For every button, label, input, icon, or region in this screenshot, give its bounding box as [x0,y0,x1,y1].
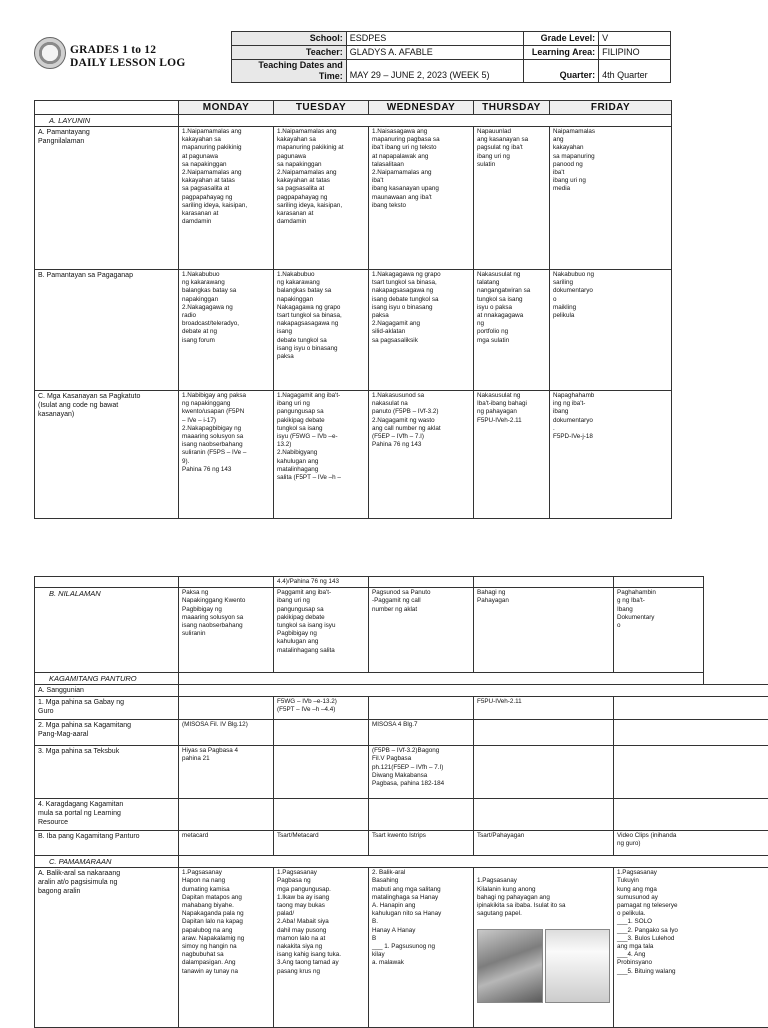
cell-monday: Hiyas sa Pagbasa 4 pahina 21 [179,746,274,799]
cell-thursday: Tsart/Pahayagan [474,831,614,856]
cell-tuesday: 1.Nakabubuo ng kakarawang balangkas batay sa napakinggan Nakagagawa ng grapo tsart tungkol sa binasa, nakapagsasagawa ng isang debate tungkol sa isang isyu o binasang paksa [274,270,369,391]
cell-friday [614,746,768,799]
cell-tuesday: Paggamit ang iba't- ibang uri ng pangungusap sa pakikipag debate tungkol sa isang isyu Pagbibigay ng kahulugan ang matalinhagang salita [274,588,369,673]
cell-thursday: F5PU-IVeh-2.11 [474,697,614,720]
cell-tuesday [274,799,369,831]
deped-seal-logo [34,37,66,69]
carry-friday-empty [614,577,704,588]
cell-thursday [474,720,614,746]
day-header-thursday: THURSDAY [474,101,550,115]
section-kagamitang-panturo: KAGAMITANG PANTURO [35,673,179,685]
grade-level-value: V [599,32,671,46]
quarter-value: 4th Quarter [599,60,671,83]
school-label: School: [232,32,347,46]
cell-wednesday: Pagsunod sa Panuto -Paggamit ng call number ng aklat [369,588,474,673]
cell-thursday: Nakasusulat ng talatang nangangatwiran sa tungkol sa isang isyu o paksa at nnakagagawa ng portfolio ng mga sulatin [474,270,550,391]
row-label-iba-pang-kagamitan: B. Iba pang Kagamitang Panturo [35,831,179,856]
teaching-dates-label: Teaching Dates and Time: [232,60,347,83]
cell-thursday: Napauunlad ang kasanayan sa pagsulat ng iba't ibang uri ng sulatin [474,127,550,270]
day-header-friday: FRIDAY [550,101,672,115]
day-header-tuesday: TUESDAY [274,101,369,115]
cell-thursday [474,868,614,1028]
sanggunian-filler [179,685,768,697]
row-label-karagdagang-kagamitan: 4. Karagdagang Kagamitan mula sa portal ng Learning Resource [35,799,179,831]
cell-wednesday: 2. Balik-aral Basahing mabuti ang mga salitang matalinghaga sa Hanay A. Hanapin ang kahulugan nito sa Hanay B. Hanay A Hanay B ___ 1. Pagsusunog ng kilay a. malawak [369,868,474,1028]
quarter-label: Quarter: [524,60,599,83]
cell-monday: 1.Naipamamalas ang kakayahan sa mapanuring pakikinig at pagunawa sa napakinggan 2.Naipamamalas ang kakayahan at tatas sa pagsasalita at pagpapahayag ng sariling ideya, kaisipan, karasanan at damdamin [179,127,274,270]
cell-monday: metacard [179,831,274,856]
row-label-balik-aral: A. Balik-aral sa nakaraang aralin at/o pagsisimula ng bagong aralin [35,868,179,1028]
learning-area-label: Learning Area: [524,46,599,60]
cell-thursday: Bahagi ng Pahayagan [474,588,614,673]
cell-wednesday [369,799,474,831]
section-pamamaraan-filler [179,856,768,868]
cell-wednesday: 1.Naisasagawa ang mapanuring pagbasa sa iba't ibang uri ng teksto at napapalawak ang talasalitaan 2.Naipamamalas ang iba't ibang kasanayan upang maunawaan ang iba't ibang teksto [369,127,474,270]
corner-cell [35,101,179,115]
cell-tuesday: 1.Pagsasanay Pagbasa ng mga pangungusap. 1.Ikaw ba ay isang taong may bukas palad/ 2.Aba! Mabait siya dahil may pusong mamon lalo na at nakakita siya ng isang kahig isang tuka. 3.Ang taong tamad ay pasang krus ng [274,868,369,1028]
carry-label-empty [35,577,179,588]
cell-tuesday: Tsart/Metacard [274,831,369,856]
cell-friday: Nakabubuo ng sariling dokumentaryo o maikling pelikula [550,270,672,391]
cell-monday [179,697,274,720]
carry-wednesday-empty [369,577,474,588]
learning-area-value: FILIPINO [599,46,671,60]
cell-wednesday: 1.Nakasusunod sa nakasulat na panuto (F5PB – IVf-3.2) 2.Nagagamit ng wasto ang call number ng aklat (F5EP – IVfh – 7.I) Pahina 76 ng 143 [369,391,474,519]
carry-tuesday-text: 4.4)/Pahina 76 ng 143 [274,577,369,588]
school-value: ESDPES [346,32,523,46]
newspaper-photo-image [477,929,543,1003]
cell-tuesday: 1.Nagagamit ang iba't- ibang uri ng pangungusap sa pakikipag debate tungkol sa isang isyu (F5WG – IVb –e- 13.2) 2.Nabibigyang kahulugan ang matalinhagang salita (F5PT – IVe –h – [274,391,369,519]
cell-thursday [474,746,614,799]
cell-monday: Paksa ng Napakinggang Kwento Pagbibigay ng maaaring solusyon sa isang naobserbahang suliranin [179,588,274,673]
cell-friday [614,799,768,831]
row-label-kagamitang-pang-mag-aaral: 2. Mga pahina sa Kagamitang Pang-Mag-aaral [35,720,179,746]
row-label-sanggunian: A. Sanggunian [35,685,179,697]
cell-thursday-text: 1.Pagsasanay Kilalanin kung anong bahagi ng pahayagan ang ipinakikita sa ibaba. Isulat ito sa sagutang papel. [477,877,610,918]
cell-friday [614,697,768,720]
cell-thursday: Nakasusulat ng Iba't-ibang bahagi ng pahayagan F5PU-IVeh-2.11 [474,391,550,519]
section-layunin: A. LAYUNIN [35,115,179,127]
teacher-label: Teacher: [232,46,347,60]
cell-friday: Paghahambin g ng Iba't- Ibang Dokumentary o [614,588,704,673]
cell-friday: Napaghahamb ing ng iba't- ibang dokumentaryo . F5PD-IVe-j-18 [550,391,672,519]
row-label-mga-kasanayan-sa-pagkatuto: C. Mga Kasanayan sa Pagkatuto (Isulat ang code ng bawat kasanayan) [35,391,179,519]
section-pamamaraan: C. PAMAMARAAN [35,856,179,868]
cell-thursday [474,799,614,831]
row-label-pamantayang-pangnilalaman: A. Pamantayang Pangnilalaman [35,127,179,270]
form-title-line1: GRADES 1 to 12 [70,44,156,56]
form-title-line2: DAILY LESSON LOG [70,57,185,69]
cell-friday: Naipamamalas ang kakayahan sa mapanuring panood ng iba't ibang uri ng media [550,127,672,270]
cell-friday: 1.Pagsasanay Tukuyin kung ang mga sumusunod ay pamagat ng teleserye o pelikula. ___1. SOLO ___2. Pangako sa Iyo ___3. Bulos Lulehod ang mga tala ___4. Ang Probinsyano ___5. Bituing walang [614,868,768,1028]
cell-monday: 1.Nabibigay ang paksa ng napakinggang kwento/usapan (F5PN – IVe – i-17) 2.Nakapagbibigay ng maaaring solusyon sa isang naobserbahang suliranin (F5PS – IVe – 9). Pahina 76 ng 143 [179,391,274,519]
cell-wednesday: 1.Nakagagawa ng grapo tsart tungkol sa binasa, nakapagsasagawa ng isang debate tungkol sa isang isyu o binasang paksa 2.Nagagamit ang silid-aklatan sa pagsasaliksik [369,270,474,391]
teaching-dates-value: MAY 29 – JUNE 2, 2023 (WEEK 5) [346,60,523,83]
cell-wednesday [369,697,474,720]
cell-friday: Video Clips (inihanda ng guro) [614,831,768,856]
cell-tuesday: 1.Naipamamalas ang kakayahan sa mapanuring pakikinig at pagunawa sa napakinggan 2.Naipamamalas ang kakayahan at tatas sa pagsasalita at pagpapahayag ng sariling ideya, kaisipan, karasanan at damdamin [274,127,369,270]
lesson-log-table-part1 [34,100,672,519]
header-info-table [231,31,671,83]
day-header-monday: MONDAY [179,101,274,115]
row-label-gabay-ng-guro: 1. Mga pahina sa Gabay ng Guro [35,697,179,720]
row-label-pamantayan-sa-pagganap: B. Pamantayan sa Pagaganap [35,270,179,391]
cell-wednesday: (F5PB – IVf-3.2)Bagong Fil.V Pagbasa ph.121(F5EP – IVfh – 7.I) Diwang Makabansa Pagbasa, pahina 182-184 [369,746,474,799]
day-header-wednesday: WEDNESDAY [369,101,474,115]
grade-level-label: Grade Level: [524,32,599,46]
cell-tuesday: F5WG – IVb –e-13.2) (F5PT – IVe –h –4.4) [274,697,369,720]
cell-tuesday [274,720,369,746]
section-kagamitang-filler [179,673,704,685]
section-layunin-filler [179,115,672,127]
cell-monday: 1.Pagsasanay Hapon na nang dumating kamisa Dapitan matapos ang mahabang biyahe. Napakaganda pala ng Dapitan lalo na kapag papalubog na ang araw. Napakalamig ng simoy ng hangin na nagbubuhat sa dalampasigan. Ang tanawin ay tunay na [179,868,274,1028]
newspaper-clipping-image [545,929,611,1003]
cell-monday: 1.Nakabubuo ng kakarawang balangkas batay sa napakinggan 2.Nakagagawa ng radio broadcast/teleradyo, debate at ng isang forum [179,270,274,391]
row-label-nilalaman: B. NILALAMAN [35,588,179,673]
teacher-value: GLADYS A. AFABLE [346,46,523,60]
cell-monday [179,799,274,831]
cell-tuesday [274,746,369,799]
carry-monday-empty [179,577,274,588]
row-label-teksbuk: 3. Mga pahina sa Teksbuk [35,746,179,799]
lesson-log-table-part2 [34,576,768,1028]
carry-thursday-empty [474,577,614,588]
cell-wednesday: Tsart kwento Istrips [369,831,474,856]
cell-monday: (MISOSA Fil. IV Blg.12) [179,720,274,746]
cell-wednesday: MISOSA 4 Blg.7 [369,720,474,746]
cell-friday [614,720,768,746]
